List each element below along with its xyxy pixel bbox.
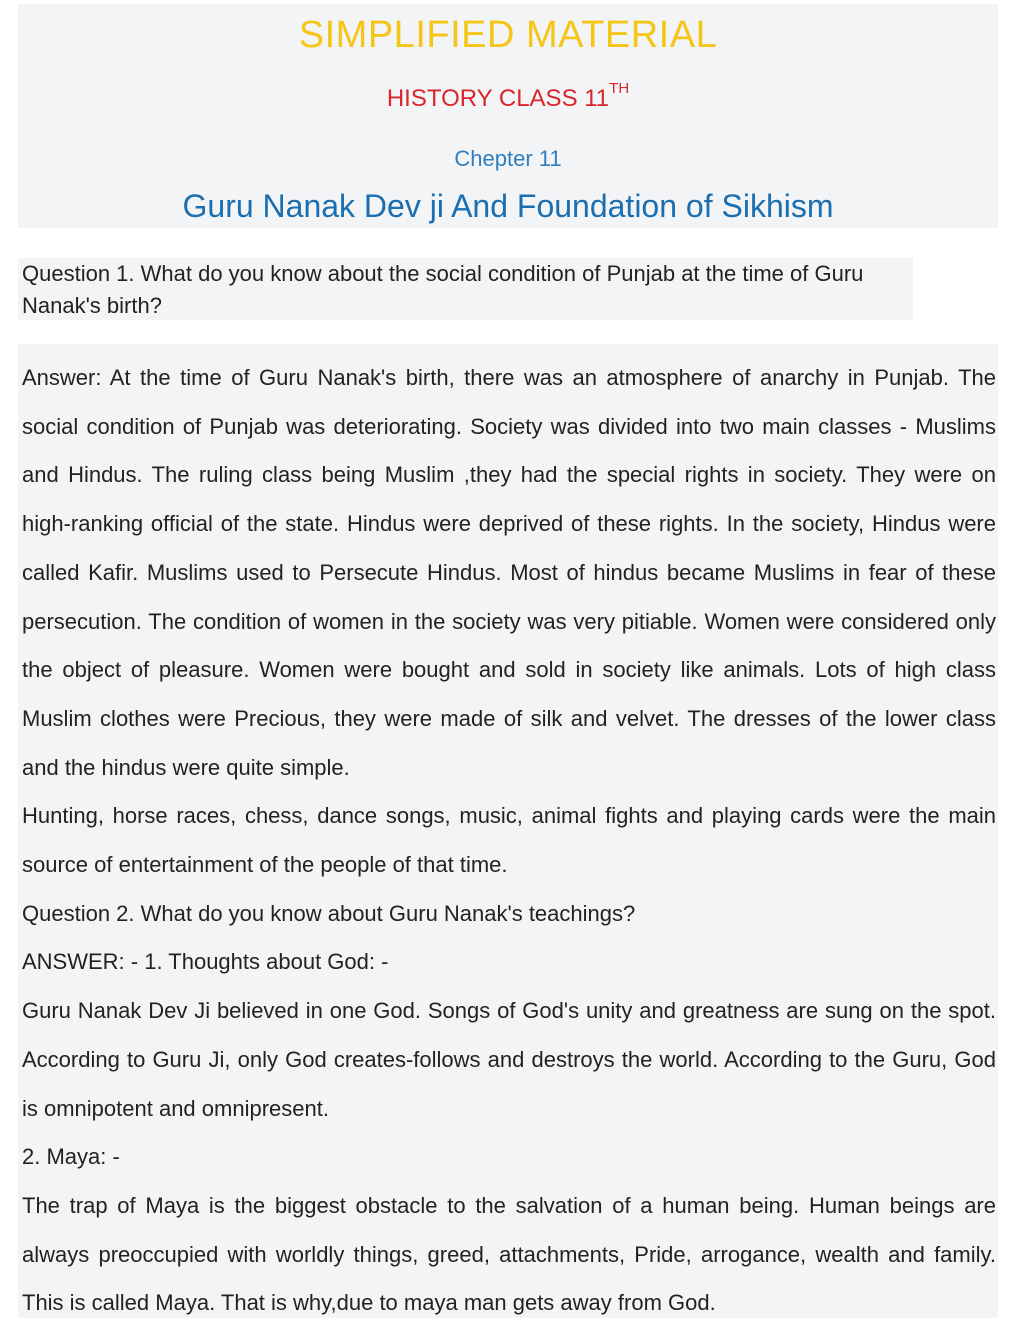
answer-2-heading-1: ANSWER: - 1. Thoughts about God: - [22, 949, 389, 975]
class-label-text: HISTORY CLASS 11 [386, 85, 610, 112]
answer-2-heading-2: 2. Maya: - [22, 1144, 120, 1170]
question-1-block [18, 258, 913, 320]
answer-section [18, 344, 998, 1318]
answer-1-paragraph-2: Hunting, horse races, chess, dance songs, music, animal fights and playing cards were the main source of entertainment of the people of that time. [22, 803, 996, 878]
class-label [18, 80, 998, 113]
question-2-text: Question 2. What do you know about Guru Nanak's teachings? [22, 900, 636, 926]
answer-2-paragraph-1: Guru Nanak Dev Ji believed in one God. Songs of God's unity and greatness are sung on the spot. According to Guru Ji, only God creates-follows and destroys the world. According to the Guru, God is omnipotent and omnipresent. [22, 998, 996, 1121]
header-section [18, 4, 998, 228]
question-1-text: Question 1. What do you know about the social condition of Punjab at the time of Guru Nanak's birth? [22, 261, 864, 318]
class-superscript: TH [609, 80, 630, 97]
document-title: SIMPLIFIED MATERIAL [298, 14, 718, 56]
answer-1-paragraph-1: Answer: At the time of Guru Nanak's birth, there was an atmosphere of anarchy in Punjab. The social condition of Punjab was deteriorating. Society was divided into two main classes - Muslims and Hindus. The ruling class being Muslim ,they had the special rights in society. They were on high-ranking official of the state. Hindus were deprived of these rights. In the society, Hindus were called Kafir. Muslims used to Persecute Hindus. Most of hindus became Muslims in fear of these persecution. The condition of women in the society was very pitiable. Women were considered only the object of pleasure. Women were bought and sold in society like animals. Lots of high class Muslim clothes were Precious, they were made of silk and velvet. The dresses of the lower class and the hindus were quite simple. [22, 365, 996, 780]
answer-content [22, 354, 996, 1328]
chapter-topic: Guru Nanak Dev ji And Foundation of Sikhism [182, 188, 834, 224]
answer-2-paragraph-2: The trap of Maya is the biggest obstacle to the salvation of a human being. Human beings are always preoccupied with worldly things, greed, attachments, Pride, arrogance, wealth and family. This is called Maya. That is why,due to maya man gets away from God. [22, 1192, 996, 1316]
chapter-label: Chepter 11 [454, 146, 562, 171]
